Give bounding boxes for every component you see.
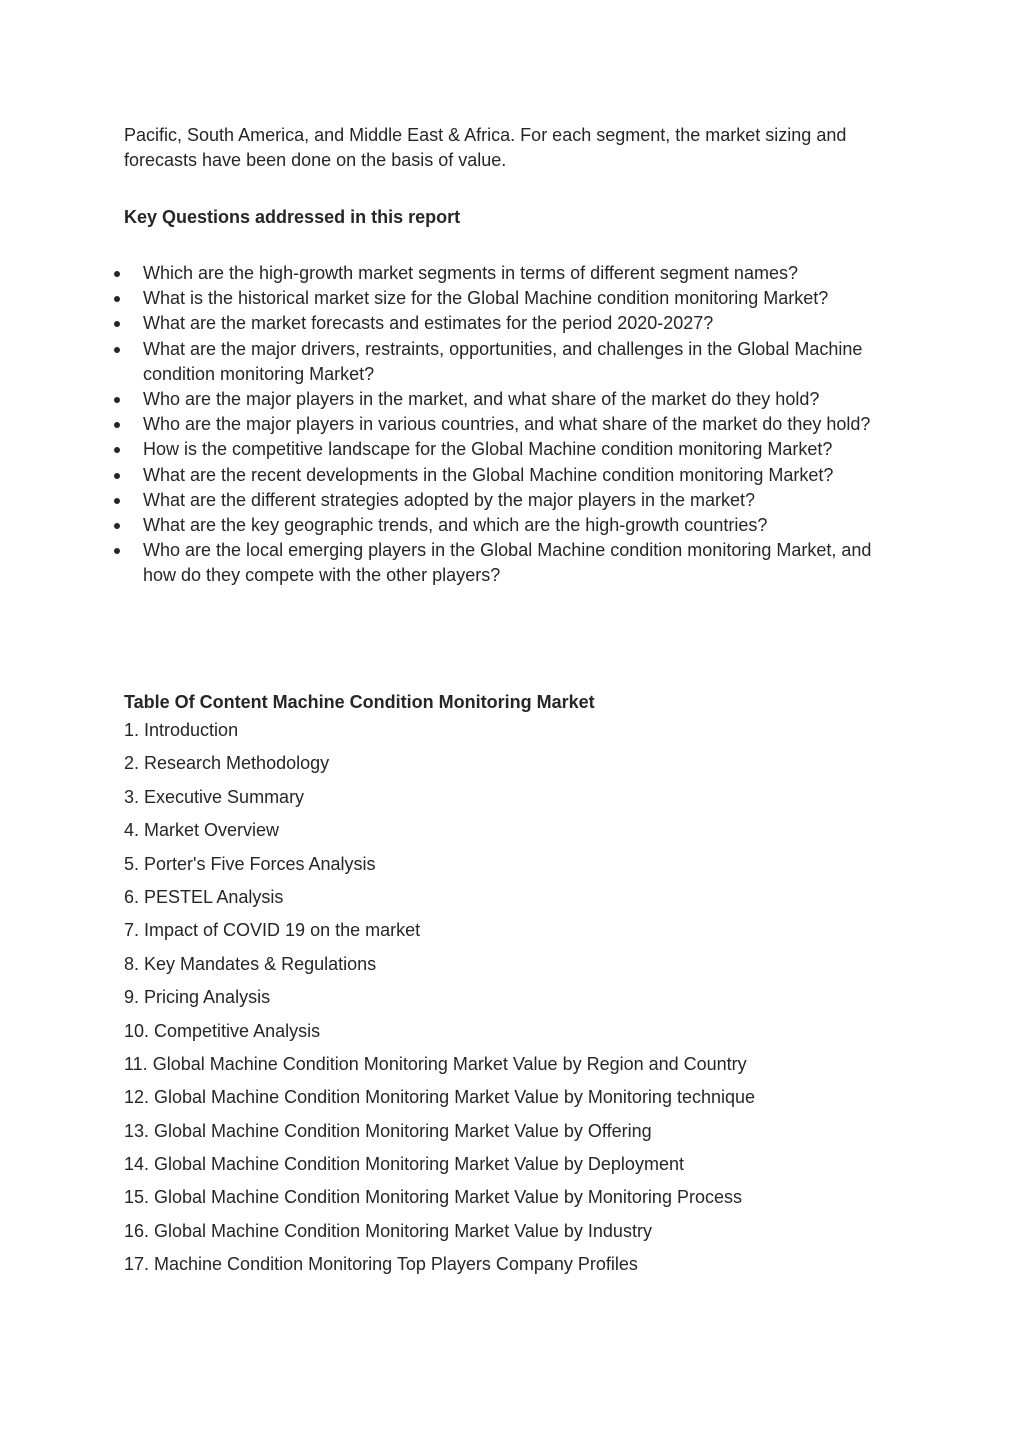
list-item-text: What are the recent developments in the Global Machine condition monitoring Market?: [143, 464, 834, 485]
list-item: [0, 437, 873, 462]
toc-heading: Table Of Content Machine Condition Monitoring Market: [124, 692, 595, 712]
list-item-text: Who are the major players in various countries, and what share of the market do they hold?: [143, 414, 871, 435]
toc-item: 14. Global Machine Condition Monitoring Market Value by Deployment: [124, 1154, 684, 1175]
toc-item: 17. Machine Condition Monitoring Top Players Company Profiles: [124, 1254, 638, 1275]
list-item-text: What are the key geographic trends, and which are the high-growth countries?: [143, 515, 768, 536]
toc-list: [124, 718, 755, 1286]
bullet-icon: [114, 447, 120, 453]
list-item-text: What are the different strategies adopted by the major players in the market?: [143, 489, 755, 510]
bullet-icon: [114, 271, 120, 277]
list-item: [0, 387, 873, 412]
list-item: [0, 538, 873, 588]
toc-item: 3. Executive Summary: [124, 786, 305, 807]
toc-item: 5. Porter's Five Forces Analysis: [124, 853, 376, 874]
toc-item: 8. Key Mandates & Regulations: [124, 953, 377, 974]
toc-item: 10. Competitive Analysis: [124, 1020, 321, 1041]
list-item: [0, 412, 873, 437]
list-item-text: How is the competitive landscape for the Global Machine condition monitoring Market?: [143, 439, 833, 460]
bullet-icon: [114, 498, 120, 504]
toc-item: 12. Global Machine Condition Monitoring Market Value by Monitoring technique: [124, 1087, 756, 1108]
bullet-icon: [114, 548, 120, 554]
list-item-text: What are the major drivers, restraints, opportunities, and challenges in the Global Machine condition monitoring Market?: [143, 338, 863, 384]
bullet-icon: [114, 422, 120, 428]
bullet-icon: [114, 296, 120, 302]
bullet-icon: [114, 523, 120, 529]
list-item-text: Who are the local emerging players in the Global Machine condition monitoring Market, and how do they compete with the other players?: [143, 540, 872, 586]
toc-item: 11. Global Machine Condition Monitoring Market Value by Region and Country: [124, 1053, 747, 1074]
toc-item: 6. PESTEL Analysis: [124, 886, 284, 907]
bullet-icon: [114, 347, 120, 353]
list-item: [0, 463, 873, 488]
list-item-text: What are the market forecasts and estimates for the period 2020-2027?: [143, 313, 714, 334]
toc-item: 1. Introduction: [124, 720, 239, 740]
list-item: [0, 261, 873, 286]
toc-item: 4. Market Overview: [124, 820, 280, 841]
key-questions-list: [0, 261, 900, 589]
toc-item: 16. Global Machine Condition Monitoring Market Value by Industry: [124, 1220, 652, 1241]
list-item: [0, 488, 873, 513]
intro-paragraph: Pacific, South America, and Middle East & Africa. For each segment, the market sizing and forecasts have been done on the basis of value.: [124, 125, 847, 170]
list-item-text: Who are the major players in the market, and what share of the market do they hold?: [143, 389, 820, 410]
toc-item: 9. Pricing Analysis: [124, 987, 271, 1008]
bullet-icon: [114, 397, 120, 403]
toc-item: 15. Global Machine Condition Monitoring Market Value by Monitoring Process: [124, 1187, 742, 1208]
list-item-text: What is the historical market size for the Global Machine condition monitoring Market?: [143, 288, 829, 309]
list-item: [0, 286, 873, 311]
toc-item: 7. Impact of COVID 19 on the market: [124, 920, 421, 941]
key-questions-heading: Key Questions addressed in this report: [124, 207, 461, 227]
list-item: [0, 311, 873, 336]
toc-item: 13. Global Machine Condition Monitoring Market Value by Offering: [124, 1120, 652, 1141]
list-item: [0, 513, 873, 538]
list-item: [0, 337, 873, 387]
bullet-icon: [114, 473, 120, 479]
list-item-text: Which are the high-growth market segments in terms of different segment names?: [143, 263, 798, 283]
bullet-icon: [114, 321, 120, 327]
toc-item: 2. Research Methodology: [124, 753, 330, 774]
